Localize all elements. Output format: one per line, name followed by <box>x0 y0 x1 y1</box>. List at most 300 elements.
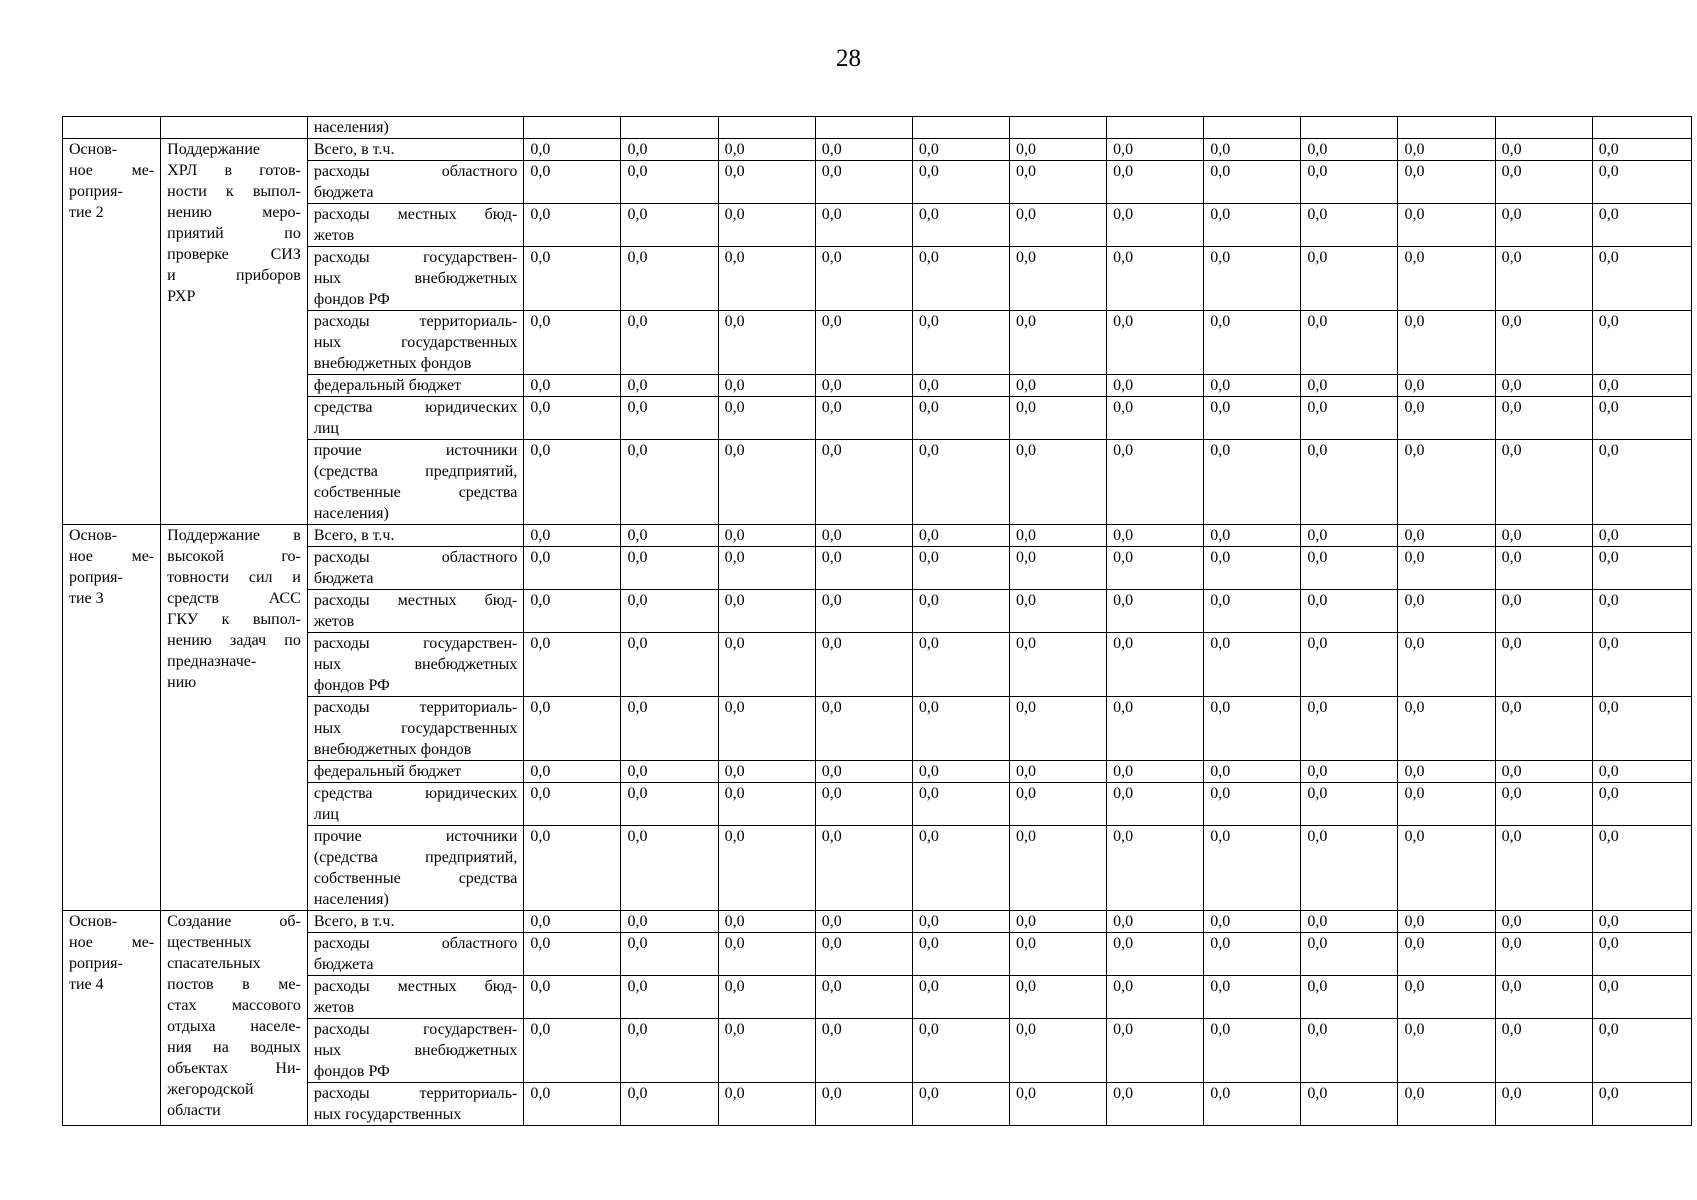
source-line: Всего, в т.ч. <box>313 913 395 930</box>
value-cell: 0,0 <box>815 247 912 311</box>
source-cell <box>307 397 524 440</box>
value-cell: 0,0 <box>815 375 912 397</box>
value-cell: 0,0 <box>1592 590 1691 633</box>
value-cell: 0,0 <box>1495 633 1592 697</box>
value-cell: 0,0 <box>1398 976 1495 1019</box>
value-cell: 0,0 <box>1592 697 1691 761</box>
value-cell: 0,0 <box>912 204 1009 247</box>
source-line: федеральный бюджет <box>313 377 462 394</box>
source-cell <box>307 525 524 547</box>
table-body <box>63 117 1692 1126</box>
value-cell: 0,0 <box>912 590 1009 633</box>
value-cell: 0,0 <box>912 1019 1009 1083</box>
value-cell: 0,0 <box>1398 633 1495 697</box>
value-cell: 0,0 <box>1301 161 1398 204</box>
event-line: Основ- <box>69 141 118 158</box>
value-cell: 0,0 <box>1204 440 1301 525</box>
value-cell: 0,0 <box>912 311 1009 375</box>
value-cell: 0,0 <box>1301 204 1398 247</box>
value-cell: 0,0 <box>1398 247 1495 311</box>
source-line: ных внебюджетных <box>313 1042 518 1059</box>
value-cell: 0,0 <box>912 547 1009 590</box>
event-cell <box>63 911 161 1126</box>
source-line: фондов РФ <box>313 677 390 694</box>
value-cell: 0,0 <box>1495 311 1592 375</box>
description-line: области <box>167 1102 221 1119</box>
value-cell: 0,0 <box>1009 783 1106 826</box>
value-cell: 0,0 <box>1301 761 1398 783</box>
value-cell: 0,0 <box>1009 976 1106 1019</box>
value-cell: 0,0 <box>621 633 718 697</box>
value-cell: 0,0 <box>621 761 718 783</box>
value-cell: 0,0 <box>815 826 912 911</box>
source-cell <box>307 633 524 697</box>
value-cell: 0,0 <box>1204 397 1301 440</box>
value-cell: 0,0 <box>718 375 815 397</box>
source-cell <box>307 590 524 633</box>
source-line: жетов <box>313 227 355 244</box>
value-cell: 0,0 <box>1398 1083 1495 1126</box>
value-cell: 0,0 <box>1204 933 1301 976</box>
value-cell: 0,0 <box>912 525 1009 547</box>
value-cell: 0,0 <box>815 440 912 525</box>
source-line: средства юридических <box>313 785 518 802</box>
value-cell <box>1009 117 1106 139</box>
event-line: ное ме- <box>69 548 155 565</box>
value-cell: 0,0 <box>912 161 1009 204</box>
description-line: постов в ме- <box>167 976 301 993</box>
value-cell: 0,0 <box>1204 161 1301 204</box>
source-line: бюджета <box>313 570 374 587</box>
value-cell <box>1204 117 1301 139</box>
value-cell: 0,0 <box>621 590 718 633</box>
value-cell <box>1107 117 1204 139</box>
value-cell: 0,0 <box>1398 311 1495 375</box>
value-cell: 0,0 <box>621 826 718 911</box>
source-line: расходы государствен- <box>313 635 518 652</box>
value-cell: 0,0 <box>1495 525 1592 547</box>
value-cell: 0,0 <box>1009 440 1106 525</box>
value-cell: 0,0 <box>1592 783 1691 826</box>
page-number: 28 <box>836 45 861 72</box>
source-line: федеральный бюджет <box>313 763 462 780</box>
value-cell: 0,0 <box>1301 783 1398 826</box>
event-line: роприя- <box>69 183 123 200</box>
source-line: ных государственных <box>313 1106 462 1123</box>
event-line: Основ- <box>69 527 118 544</box>
source-cell <box>307 783 524 826</box>
value-cell: 0,0 <box>524 311 621 375</box>
source-cell <box>307 375 524 397</box>
description-line: ности к выпол- <box>167 183 301 200</box>
value-cell: 0,0 <box>815 1019 912 1083</box>
source-cell <box>307 161 524 204</box>
value-cell: 0,0 <box>815 697 912 761</box>
description-cell <box>161 525 308 911</box>
value-cell: 0,0 <box>1204 826 1301 911</box>
description-line: Поддержание <box>167 141 260 158</box>
value-cell: 0,0 <box>1204 139 1301 161</box>
value-cell: 0,0 <box>524 826 621 911</box>
value-cell: 0,0 <box>621 697 718 761</box>
source-cell <box>307 204 524 247</box>
description-line: жегородской <box>167 1081 254 1098</box>
value-cell: 0,0 <box>524 247 621 311</box>
value-cell: 0,0 <box>621 311 718 375</box>
value-cell: 0,0 <box>815 525 912 547</box>
event-line: ное ме- <box>69 934 155 951</box>
value-cell: 0,0 <box>1204 911 1301 933</box>
value-cell: 0,0 <box>1592 633 1691 697</box>
value-cell: 0,0 <box>1107 633 1204 697</box>
source-cell <box>307 697 524 761</box>
value-cell: 0,0 <box>621 976 718 1019</box>
table-row-continuation <box>63 117 1692 139</box>
value-cell: 0,0 <box>524 204 621 247</box>
value-cell: 0,0 <box>912 826 1009 911</box>
value-cell: 0,0 <box>1592 161 1691 204</box>
value-cell: 0,0 <box>621 440 718 525</box>
source-line: фондов РФ <box>313 291 390 308</box>
table-row <box>63 783 1692 826</box>
value-cell: 0,0 <box>1592 397 1691 440</box>
source-line: лиц <box>313 806 339 823</box>
value-cell: 0,0 <box>1592 440 1691 525</box>
event-cell <box>63 139 161 525</box>
event-line: роприя- <box>69 955 123 972</box>
table-row <box>63 1083 1692 1126</box>
value-cell: 0,0 <box>718 161 815 204</box>
value-cell: 0,0 <box>1107 697 1204 761</box>
table-row <box>63 204 1692 247</box>
value-cell: 0,0 <box>1495 204 1592 247</box>
value-cell: 0,0 <box>1009 547 1106 590</box>
value-cell: 0,0 <box>1592 139 1691 161</box>
description-line: товности сил и <box>167 569 301 586</box>
source-line: внебюджетных фондов <box>313 741 472 758</box>
source-line: Всего, в т.ч. <box>313 141 395 158</box>
value-cell: 0,0 <box>1592 826 1691 911</box>
source-line: населения) <box>313 505 389 522</box>
source-cell <box>307 1019 524 1083</box>
value-cell: 0,0 <box>912 1083 1009 1126</box>
value-cell: 0,0 <box>1107 397 1204 440</box>
value-cell: 0,0 <box>1301 440 1398 525</box>
value-cell: 0,0 <box>1495 440 1592 525</box>
value-cell: 0,0 <box>1009 311 1106 375</box>
table-row <box>63 911 1692 933</box>
value-cell: 0,0 <box>815 911 912 933</box>
value-cell: 0,0 <box>1301 826 1398 911</box>
value-cell: 0,0 <box>621 1019 718 1083</box>
source-line: прочие источники <box>313 442 518 459</box>
source-line: жетов <box>313 613 355 630</box>
value-cell: 0,0 <box>1495 247 1592 311</box>
value-cell: 0,0 <box>1009 826 1106 911</box>
value-cell: 0,0 <box>621 547 718 590</box>
description-line: Создание об- <box>167 913 301 930</box>
description-line: ХРЛ в готов- <box>167 162 301 179</box>
table-row <box>63 440 1692 525</box>
value-cell: 0,0 <box>1301 311 1398 375</box>
description-cell <box>161 911 308 1126</box>
value-cell: 0,0 <box>1495 397 1592 440</box>
source-line: населения) <box>313 891 389 908</box>
source-line: ных внебюджетных <box>313 656 518 673</box>
source-line: ных государственных <box>313 334 518 351</box>
description-line: нению меро- <box>167 204 301 221</box>
value-cell: 0,0 <box>524 590 621 633</box>
value-cell: 0,0 <box>912 247 1009 311</box>
source-line: бюджета <box>313 184 374 201</box>
value-cell: 0,0 <box>1495 139 1592 161</box>
value-cell: 0,0 <box>1398 761 1495 783</box>
source-line: расходы государствен- <box>313 249 518 266</box>
value-cell: 0,0 <box>718 1019 815 1083</box>
value-cell: 0,0 <box>524 633 621 697</box>
value-cell: 0,0 <box>1592 976 1691 1019</box>
value-cell <box>718 117 815 139</box>
value-cell: 0,0 <box>1495 547 1592 590</box>
value-cell: 0,0 <box>1592 525 1691 547</box>
value-cell: 0,0 <box>1592 547 1691 590</box>
value-cell: 0,0 <box>1204 697 1301 761</box>
value-cell: 0,0 <box>1204 311 1301 375</box>
value-cell: 0,0 <box>1204 375 1301 397</box>
source-line: расходы областного <box>313 549 518 566</box>
value-cell: 0,0 <box>1204 525 1301 547</box>
value-cell: 0,0 <box>1398 525 1495 547</box>
source-line: расходы областного <box>313 163 518 180</box>
source-line: расходы местных бюд- <box>313 592 518 609</box>
value-cell: 0,0 <box>1301 525 1398 547</box>
value-cell: 0,0 <box>1495 976 1592 1019</box>
value-cell: 0,0 <box>815 761 912 783</box>
value-cell <box>1495 117 1592 139</box>
value-cell: 0,0 <box>815 633 912 697</box>
value-cell: 0,0 <box>815 139 912 161</box>
source-cell <box>307 311 524 375</box>
value-cell: 0,0 <box>1398 826 1495 911</box>
value-cell: 0,0 <box>1592 375 1691 397</box>
value-cell: 0,0 <box>1592 1019 1691 1083</box>
event-line: ное ме- <box>69 162 155 179</box>
value-cell: 0,0 <box>1495 783 1592 826</box>
source-cell <box>307 933 524 976</box>
source-line: расходы территориаль- <box>313 313 518 330</box>
value-cell: 0,0 <box>912 397 1009 440</box>
value-cell: 0,0 <box>815 161 912 204</box>
value-cell: 0,0 <box>621 375 718 397</box>
value-cell: 0,0 <box>912 375 1009 397</box>
value-cell: 0,0 <box>621 247 718 311</box>
value-cell: 0,0 <box>1398 139 1495 161</box>
value-cell: 0,0 <box>718 826 815 911</box>
source-cell <box>307 117 524 139</box>
value-cell: 0,0 <box>524 139 621 161</box>
value-cell: 0,0 <box>1107 590 1204 633</box>
event-line: Основ- <box>69 913 118 930</box>
value-cell: 0,0 <box>1009 204 1106 247</box>
value-cell: 0,0 <box>1301 976 1398 1019</box>
source-line: расходы местных бюд- <box>313 978 518 995</box>
value-cell: 0,0 <box>1009 375 1106 397</box>
value-cell: 0,0 <box>1398 375 1495 397</box>
value-cell: 0,0 <box>1398 440 1495 525</box>
value-cell <box>1301 117 1398 139</box>
value-cell: 0,0 <box>718 783 815 826</box>
value-cell: 0,0 <box>1204 976 1301 1019</box>
table-row <box>63 976 1692 1019</box>
value-cell: 0,0 <box>1495 911 1592 933</box>
value-cell: 0,0 <box>1204 547 1301 590</box>
source-line: лиц <box>313 420 339 437</box>
value-cell: 0,0 <box>1107 1083 1204 1126</box>
value-cell: 0,0 <box>1398 1019 1495 1083</box>
value-cell: 0,0 <box>1495 590 1592 633</box>
value-cell: 0,0 <box>1301 547 1398 590</box>
source-line: населения) <box>313 119 389 136</box>
value-cell: 0,0 <box>1301 697 1398 761</box>
value-cell: 0,0 <box>1009 590 1106 633</box>
value-cell: 0,0 <box>524 397 621 440</box>
value-cell: 0,0 <box>718 547 815 590</box>
description-line: стах массового <box>167 997 301 1014</box>
value-cell: 0,0 <box>912 976 1009 1019</box>
table-row <box>63 375 1692 397</box>
value-cell: 0,0 <box>524 1019 621 1083</box>
value-cell: 0,0 <box>1592 911 1691 933</box>
value-cell: 0,0 <box>815 397 912 440</box>
value-cell: 0,0 <box>621 161 718 204</box>
value-cell <box>815 117 912 139</box>
event-line: тие 2 <box>69 204 104 221</box>
value-cell: 0,0 <box>1301 397 1398 440</box>
table-row <box>63 247 1692 311</box>
source-line: Всего, в т.ч. <box>313 527 395 544</box>
value-cell: 0,0 <box>621 204 718 247</box>
value-cell: 0,0 <box>1107 826 1204 911</box>
value-cell <box>1592 117 1691 139</box>
value-cell: 0,0 <box>621 911 718 933</box>
value-cell: 0,0 <box>1398 911 1495 933</box>
value-cell: 0,0 <box>1107 161 1204 204</box>
value-cell: 0,0 <box>718 697 815 761</box>
value-cell: 0,0 <box>621 397 718 440</box>
value-cell: 0,0 <box>1009 161 1106 204</box>
value-cell: 0,0 <box>912 783 1009 826</box>
value-cell: 0,0 <box>1301 590 1398 633</box>
source-cell <box>307 826 524 911</box>
description-line: нию <box>167 674 197 691</box>
budget-table <box>62 116 1692 1126</box>
value-cell: 0,0 <box>718 204 815 247</box>
value-cell: 0,0 <box>912 633 1009 697</box>
description-line: приятий по <box>167 225 301 242</box>
description-line: Поддержание в <box>167 527 301 544</box>
table-row <box>63 590 1692 633</box>
value-cell: 0,0 <box>1009 697 1106 761</box>
source-line: средства юридических <box>313 399 518 416</box>
value-cell: 0,0 <box>1204 633 1301 697</box>
description-line: ния на водных <box>167 1039 301 1056</box>
value-cell: 0,0 <box>1204 1019 1301 1083</box>
source-cell <box>307 247 524 311</box>
value-cell: 0,0 <box>524 976 621 1019</box>
value-cell: 0,0 <box>524 697 621 761</box>
value-cell: 0,0 <box>524 375 621 397</box>
value-cell: 0,0 <box>1495 1083 1592 1126</box>
value-cell: 0,0 <box>1398 397 1495 440</box>
value-cell <box>1398 117 1495 139</box>
value-cell: 0,0 <box>1495 161 1592 204</box>
value-cell: 0,0 <box>1398 590 1495 633</box>
value-cell: 0,0 <box>1204 761 1301 783</box>
value-cell: 0,0 <box>1107 525 1204 547</box>
value-cell: 0,0 <box>718 440 815 525</box>
source-cell <box>307 1083 524 1126</box>
description-cell-empty <box>161 117 308 139</box>
value-cell: 0,0 <box>524 161 621 204</box>
source-line: расходы территориаль- <box>313 699 518 716</box>
value-cell: 0,0 <box>524 911 621 933</box>
value-cell <box>621 117 718 139</box>
table-row <box>63 933 1692 976</box>
value-cell: 0,0 <box>718 933 815 976</box>
value-cell: 0,0 <box>1301 1019 1398 1083</box>
value-cell: 0,0 <box>1495 826 1592 911</box>
description-line: высокой го- <box>167 548 301 565</box>
value-cell: 0,0 <box>1301 247 1398 311</box>
value-cell: 0,0 <box>524 525 621 547</box>
source-line: собственные средства <box>313 870 518 887</box>
description-line: предназначе- <box>167 653 257 670</box>
source-line: (средства предприятий, <box>313 849 518 866</box>
source-line: прочие источники <box>313 828 518 845</box>
value-cell: 0,0 <box>1107 440 1204 525</box>
value-cell: 0,0 <box>1301 933 1398 976</box>
value-cell: 0,0 <box>1107 933 1204 976</box>
value-cell: 0,0 <box>1495 375 1592 397</box>
value-cell: 0,0 <box>912 697 1009 761</box>
value-cell: 0,0 <box>718 633 815 697</box>
value-cell: 0,0 <box>912 139 1009 161</box>
value-cell: 0,0 <box>815 311 912 375</box>
source-line: ных внебюджетных <box>313 270 518 287</box>
value-cell: 0,0 <box>1592 933 1691 976</box>
value-cell: 0,0 <box>524 1083 621 1126</box>
value-cell: 0,0 <box>912 761 1009 783</box>
value-cell: 0,0 <box>912 911 1009 933</box>
value-cell: 0,0 <box>524 547 621 590</box>
value-cell: 0,0 <box>1301 1083 1398 1126</box>
value-cell: 0,0 <box>1009 933 1106 976</box>
value-cell: 0,0 <box>912 933 1009 976</box>
value-cell: 0,0 <box>1107 247 1204 311</box>
description-line: спасательных <box>167 955 261 972</box>
value-cell: 0,0 <box>524 440 621 525</box>
value-cell: 0,0 <box>621 933 718 976</box>
table-row <box>63 547 1692 590</box>
value-cell <box>524 117 621 139</box>
value-cell: 0,0 <box>1495 697 1592 761</box>
value-cell: 0,0 <box>1009 911 1106 933</box>
value-cell: 0,0 <box>1009 761 1106 783</box>
value-cell: 0,0 <box>621 139 718 161</box>
value-cell: 0,0 <box>1204 204 1301 247</box>
value-cell: 0,0 <box>1009 397 1106 440</box>
source-cell <box>307 911 524 933</box>
